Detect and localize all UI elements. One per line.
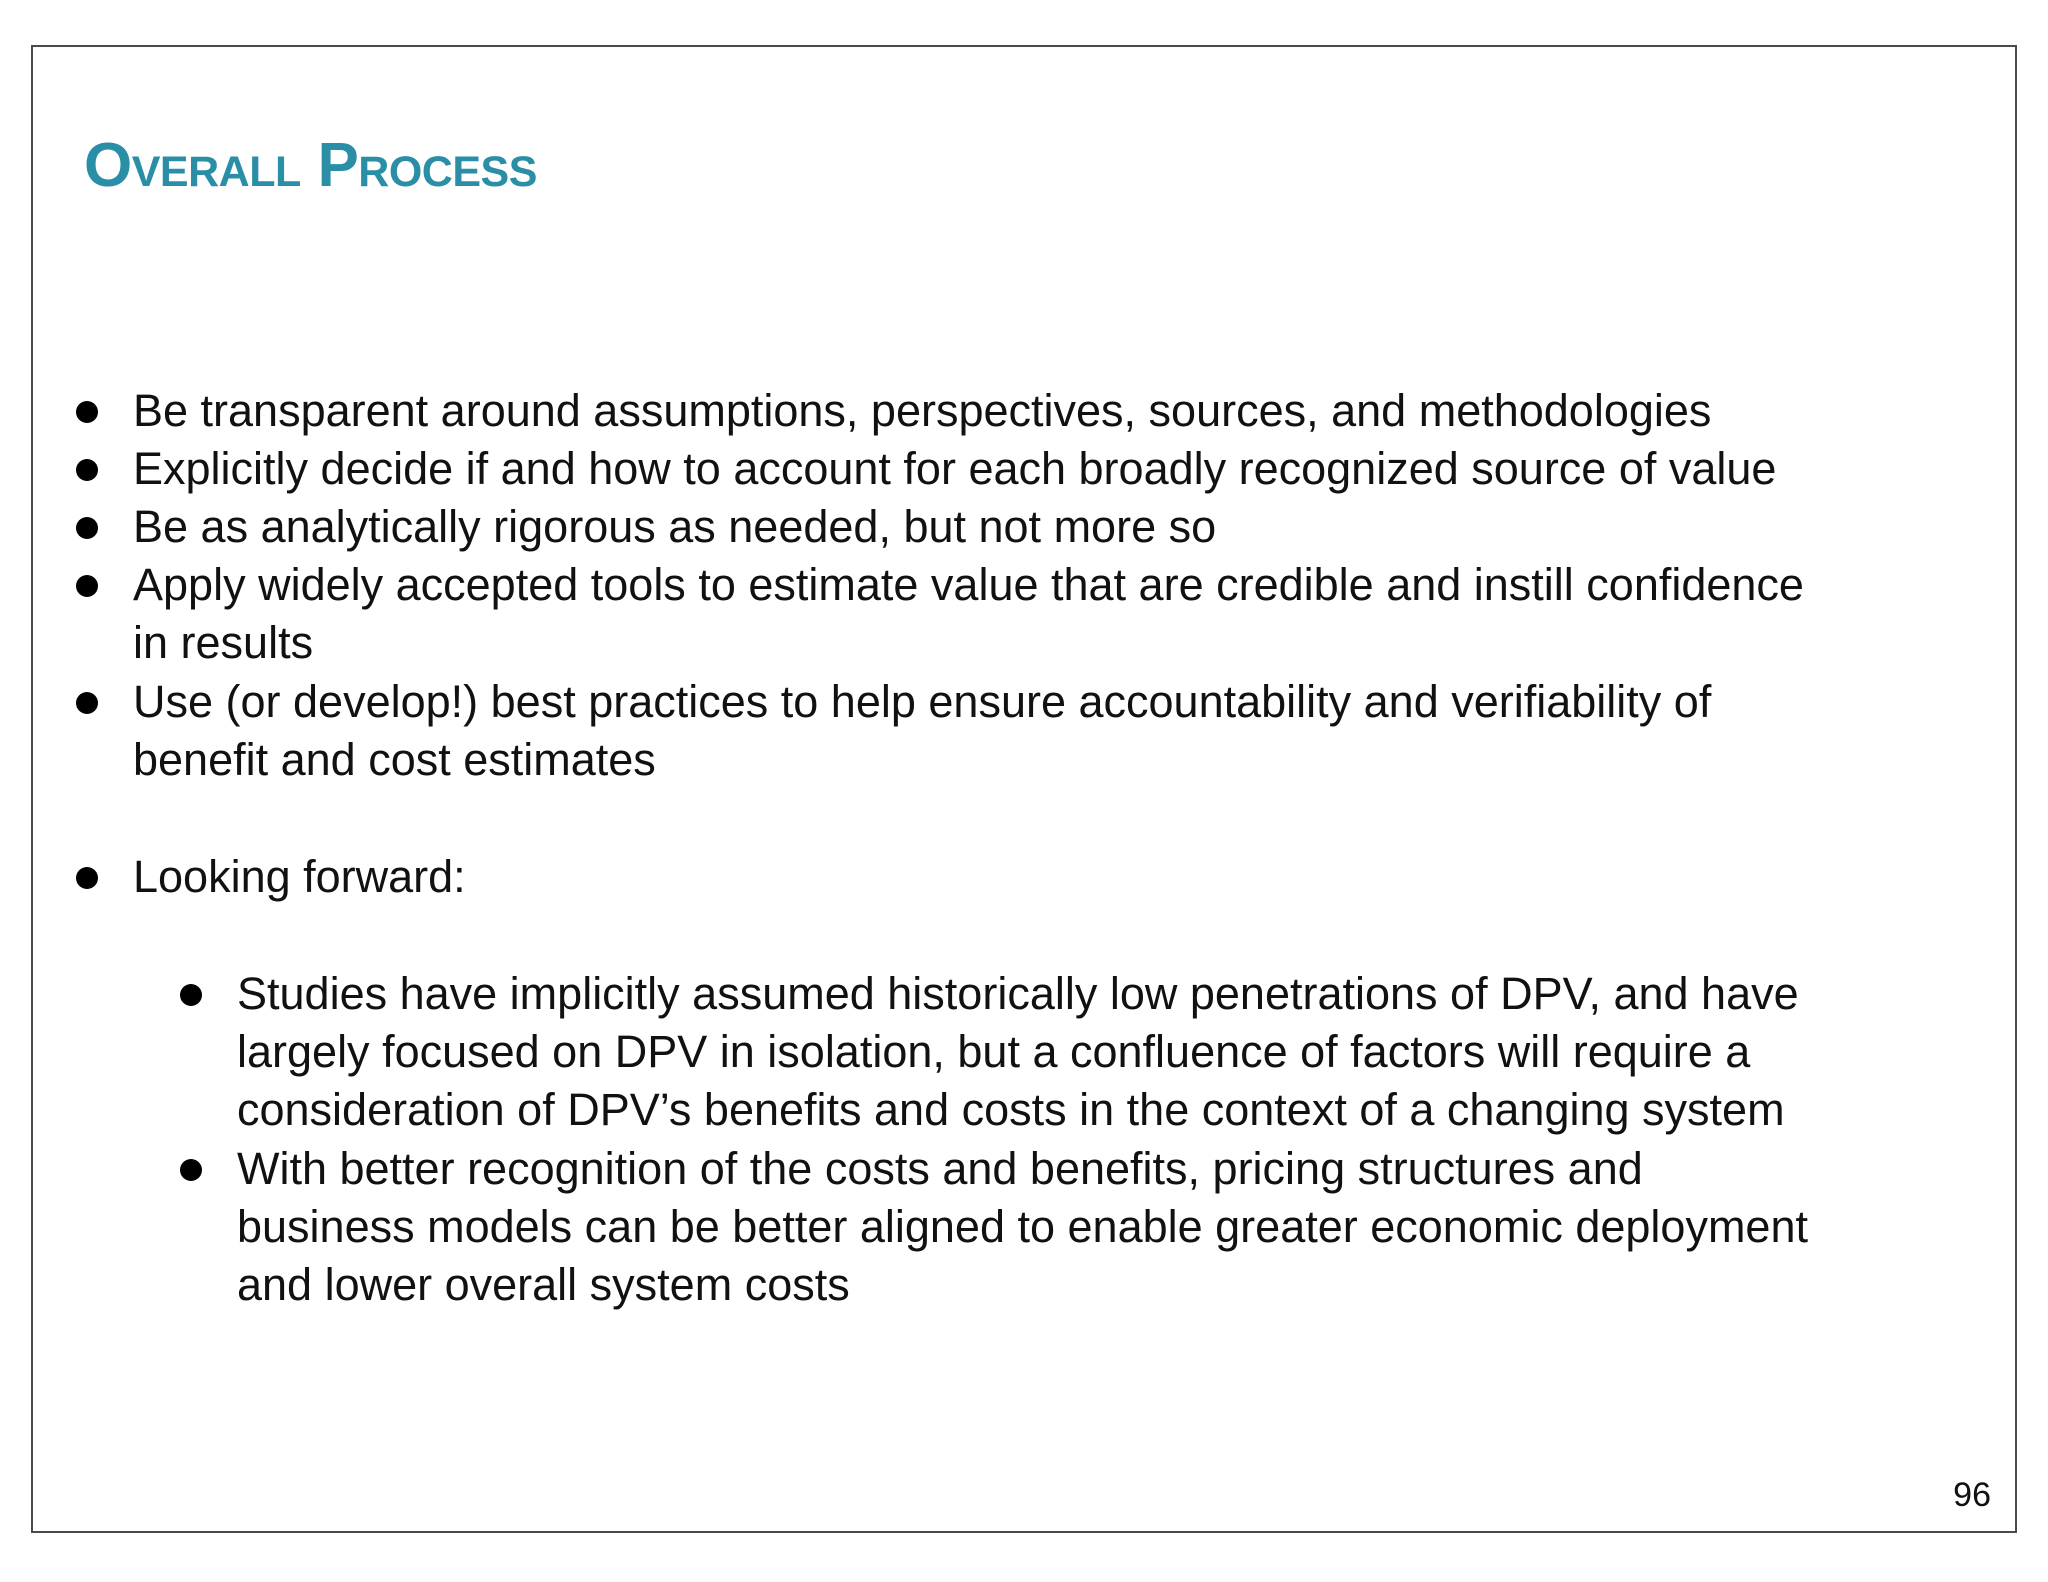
slide-title: Overall Process <box>84 131 537 200</box>
bullet-dot-icon <box>76 575 98 597</box>
slide <box>31 45 2017 1533</box>
bullet-text: Apply widely accepted tools to estimate value that are credible and instill confidence <box>133 559 1804 610</box>
bullet-dot-icon <box>76 692 98 714</box>
bullet-dot-icon <box>76 401 98 423</box>
bullet-dot-icon <box>76 867 98 889</box>
bullet-dot-icon <box>76 459 98 481</box>
bullet-text: Explicitly decide if and how to account for each broadly recognized source of value <box>133 443 1777 494</box>
sub-bullet-text: consideration of DPV’s benefits and costs in the context of a changing system <box>237 1084 1785 1135</box>
sub-bullet-text: Studies have implicitly assumed historically low penetrations of DPV, and have <box>237 968 1799 1019</box>
page-number: 96 <box>1953 1476 1991 1514</box>
bullet-text: Looking forward: <box>133 851 466 902</box>
bullet-text: Be as analytically rigorous as needed, but not more so <box>133 501 1217 552</box>
sub-bullet-text: largely focused on DPV in isolation, but a confluence of factors will require a <box>237 1026 1751 1077</box>
bullet-text: in results <box>133 617 314 668</box>
sub-bullet-text: business models can be better aligned to enable greater economic deployment <box>237 1201 1808 1252</box>
bullet-list <box>33 47 2015 1531</box>
bullet-dot-icon <box>180 984 202 1006</box>
bullet-dot-icon <box>76 517 98 539</box>
sub-bullet-text: With better recognition of the costs and benefits, pricing structures and <box>237 1143 1643 1194</box>
sub-bullet-text: and lower overall system costs <box>237 1259 850 1310</box>
bullet-text: benefit and cost estimates <box>133 734 656 785</box>
bullet-dot-icon <box>180 1159 202 1181</box>
bullet-text: Be transparent around assumptions, perspectives, sources, and methodologies <box>133 385 1712 436</box>
bullet-text: Use (or develop!) best practices to help ensure accountability and verifiability of <box>133 676 1712 727</box>
